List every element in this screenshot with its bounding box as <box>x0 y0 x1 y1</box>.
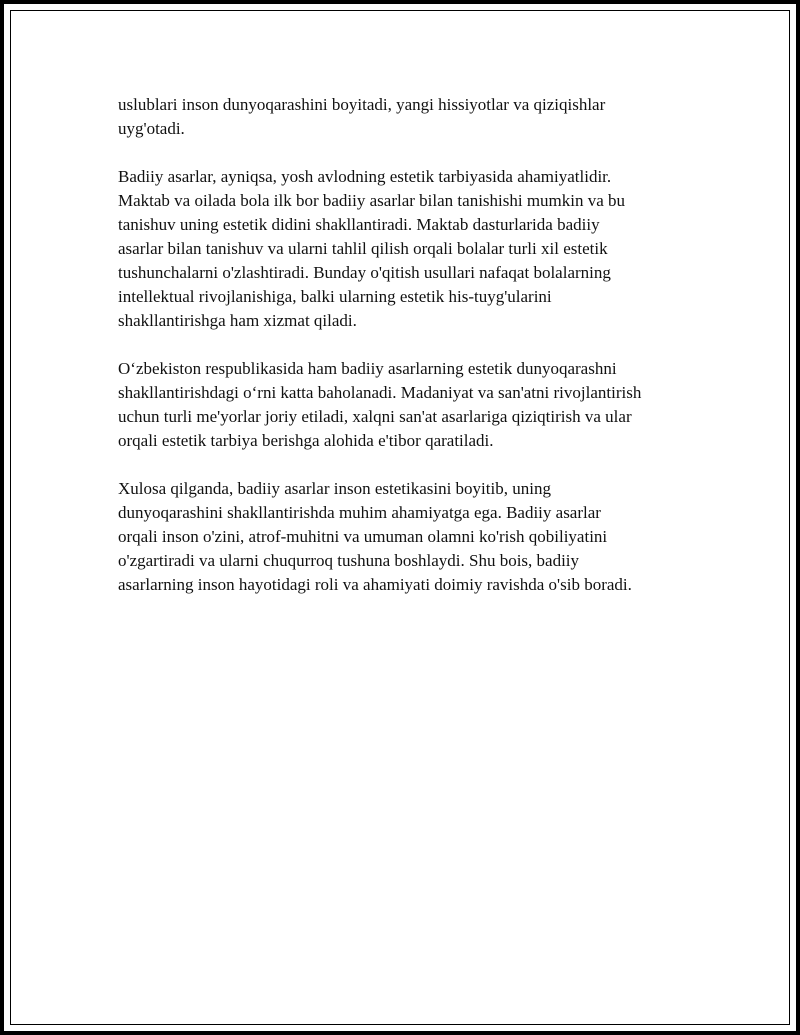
paragraph-4 <box>118 477 693 597</box>
text-line: o'zgartiradi va ularni chuqurroq tushuna boshlaydi. Shu bois, badiiy <box>118 551 580 570</box>
paragraph-2 <box>118 165 693 333</box>
text-line: intellektual rivojlanishiga, balki ularning estetik his-tuyg'ularini <box>118 287 552 306</box>
paragraph-3 <box>118 357 693 453</box>
text-line: Badiiy asarlar, ayniqsa, yosh avlodning estetik tarbiyasida ahamiyatlidir. <box>118 167 612 186</box>
document-body <box>118 93 693 621</box>
text-line: uslublari inson dunyoqarashini boyitadi, yangi hissiyotlar va qiziqishlar <box>118 95 606 114</box>
text-line: tanishuv uning estetik didini shakllantiradi. Maktab dasturlarida badiiy <box>118 215 600 234</box>
text-line: dunyoqarashini shakllantirishda muhim ahamiyatga ega. Badiiy asarlar <box>118 503 601 522</box>
text-line: shakllantirishga ham xizmat qiladi. <box>118 311 357 330</box>
text-line: asarlarning inson hayotidagi roli va ahamiyati doimiy ravishda o'sib boradi. <box>118 575 632 594</box>
text-line: orqali inson o'zini, atrof-muhitni va umuman olamni ko'rish qobiliyatini <box>118 527 608 546</box>
text-line: uyg'otadi. <box>118 119 185 138</box>
text-line: Maktab va oilada bola ilk bor badiiy asarlar bilan tanishishi mumkin va bu <box>118 191 626 210</box>
text-line: shakllantirishdagi o‘rni katta baholanadi. Madaniyat va san'atni rivojlantirish <box>118 383 642 402</box>
text-line: orqali estetik tarbiya berishga alohida e'tibor qaratiladi. <box>118 431 494 450</box>
paragraph-1 <box>118 93 693 141</box>
text-line: asarlar bilan tanishuv va ularni tahlil qilish orqali bolalar turli xil estetik <box>118 239 608 258</box>
text-line: Xulosa qilganda, badiiy asarlar inson estetikasini boyitib, uning <box>118 479 551 498</box>
text-line: uchun turli me'yorlar joriy etiladi, xalqni san'at asarlariga qiziqtirish va ular <box>118 407 632 426</box>
text-line: tushunchalarni o'zlashtiradi. Bunday o'qitish usullari nafaqat bolalarning <box>118 263 611 282</box>
text-line: O‘zbekiston respublikasida ham badiiy asarlarning estetik dunyoqarashni <box>118 359 617 378</box>
